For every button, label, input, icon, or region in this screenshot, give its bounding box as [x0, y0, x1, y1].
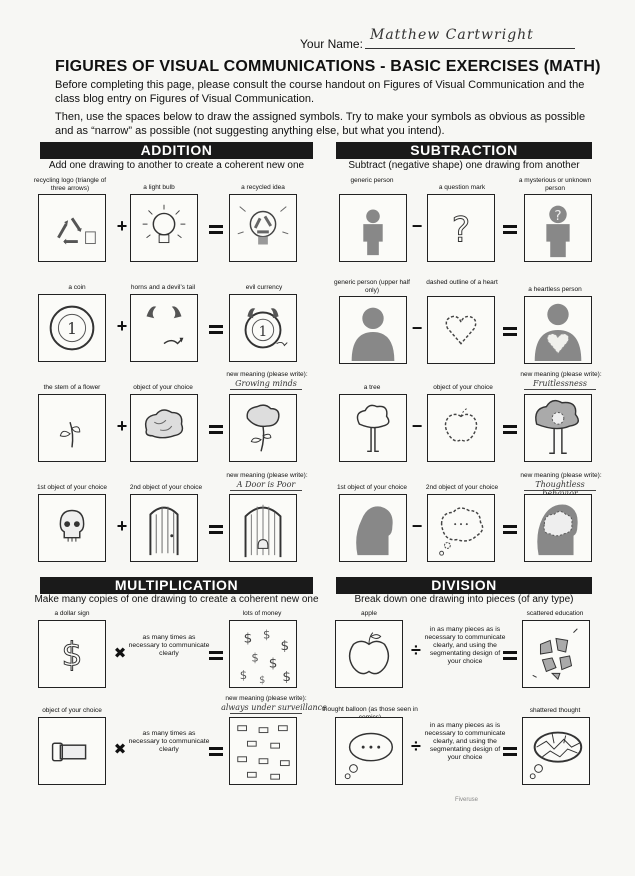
- dashed-heart-drawing: [427, 296, 495, 364]
- light-bulb-drawing: [130, 194, 198, 262]
- div-r1-note: in as many pieces as is necessary to communicate clearly, and using the segmentating design of your choice: [424, 626, 506, 665]
- svg-text:$: $: [243, 630, 253, 647]
- head-silhouette-drawing: [339, 494, 407, 562]
- equals-operator: [503, 744, 517, 759]
- sub-r2-caption-c: a heartless person: [528, 286, 582, 293]
- sub-r3-caption-c: new meaning (please write):: [520, 371, 602, 378]
- division-subtitle: Break down one drawing into pieces (of any type): [354, 594, 574, 605]
- dashed-apple-drawing: [427, 394, 495, 462]
- mult-r2-caption-a: object of your choice: [42, 707, 102, 714]
- recycling-logo-drawing: [38, 194, 106, 262]
- equals-operator: [209, 422, 223, 437]
- svg-text:1: 1: [67, 319, 77, 338]
- equals-operator: [209, 522, 223, 537]
- sub-r4-caption-b: 2nd object of your choice: [425, 484, 499, 491]
- sub-r3-caption-b: object of your choice: [433, 384, 493, 391]
- plus-operator: +: [116, 216, 128, 236]
- camera-drawing: [38, 717, 106, 785]
- add-r1-caption-a: recycling logo (triangle of three arrows): [33, 177, 107, 192]
- multiplication-subtitle: Make many copies of one drawing to create a coherent new one: [34, 594, 319, 605]
- generic-person-drawing: [339, 194, 407, 262]
- equals-operator: [209, 648, 223, 663]
- minus-operator: −: [411, 516, 423, 536]
- upper-half-person-drawing: [339, 296, 407, 364]
- add-r3-caption-c: new meaning (please write):: [226, 371, 308, 378]
- svg-text:$: $: [61, 634, 83, 674]
- svg-text:$: $: [251, 650, 259, 665]
- brain-drawing: [130, 394, 198, 462]
- svg-text:$: $: [263, 627, 271, 642]
- add-r4-caption-a: 1st object of your choice: [36, 484, 108, 491]
- thought-balloon-drawing: [335, 717, 403, 785]
- add-r2-caption-c: evil currency: [245, 284, 283, 291]
- heartless-person-drawing: [524, 296, 592, 364]
- add-r3-writing-line: [230, 389, 302, 390]
- question-mark-drawing: [427, 194, 495, 262]
- svg-text:1: 1: [258, 323, 268, 340]
- sub-r1-caption-a: generic person: [350, 177, 394, 184]
- sub-r3-caption-a: a tree: [363, 384, 381, 391]
- divide-operator: ÷: [411, 736, 421, 756]
- add-r3-caption-a: the stem of a flower: [43, 384, 101, 391]
- addition-header: ADDITION: [40, 142, 313, 159]
- multiplication-header: MULTIPLICATION: [40, 577, 313, 594]
- name-label: Your Name:: [300, 37, 363, 51]
- mult-r1-caption-a: a dollar sign: [54, 610, 90, 617]
- scattered-education-drawing: [522, 620, 590, 688]
- mult-r1-note: as many times as necessary to communicate clearly: [128, 634, 210, 657]
- name-handwritten: Matthew Cartwright: [370, 27, 534, 43]
- page-title: FIGURES OF VISUAL COMMUNICATIONS - BASIC EXERCISES (MATH): [55, 58, 601, 75]
- sub-r4-caption-a: 1st object of your choice: [336, 484, 408, 491]
- minus-operator: −: [411, 416, 423, 436]
- sub-r4-writing-line: [524, 490, 596, 491]
- equals-operator: [209, 322, 223, 337]
- name-line: [365, 48, 575, 49]
- svg-text:$: $: [280, 638, 290, 655]
- equals-operator: [503, 422, 517, 437]
- apple-drawing: [335, 620, 403, 688]
- equals-operator: [503, 648, 517, 663]
- horns-tail-drawing: [130, 294, 198, 362]
- mult-r2-note: as many times as necessary to communicate clearly: [128, 730, 210, 753]
- svg-text:$: $: [259, 675, 266, 687]
- mysterious-person-drawing: [524, 194, 592, 262]
- div-r2-note: in as many pieces as is necessary to communicate clearly, and using the segmentating design of your choice: [424, 722, 506, 761]
- surveillance-drawing: [229, 717, 297, 785]
- footer-mark: Fiveruse: [455, 797, 479, 803]
- sub-r1-caption-c: a mysterious or unknown person: [518, 177, 592, 192]
- svg-text:$: $: [282, 669, 292, 686]
- svg-text:?: ?: [451, 210, 471, 251]
- add-r1-caption-b: a light bulb: [143, 184, 175, 191]
- coin-drawing: [38, 294, 106, 362]
- mult-r2-writing-line: [230, 713, 302, 714]
- add-r2-caption-b: horns and a devil’s tail: [130, 284, 196, 291]
- equals-operator: [503, 522, 517, 537]
- sub-r3-writing-line: [524, 389, 596, 390]
- add-r3-handwritten-meaning: Growing minds: [235, 379, 297, 388]
- equals-operator: [503, 222, 517, 237]
- subtraction-subtitle: Subtract (negative shape) one drawing from another: [348, 160, 580, 171]
- add-r4-caption-b: 2nd object of your choice: [129, 484, 203, 491]
- lots-of-money-drawing: [229, 620, 297, 688]
- mult-r2-handwritten-meaning: always under surveillance: [221, 703, 327, 712]
- times-operator: ✖: [113, 741, 127, 758]
- plus-operator: +: [116, 316, 128, 336]
- div-r2-caption-c: shattered thought: [529, 707, 581, 714]
- subtraction-header: SUBTRACTION: [336, 142, 592, 159]
- sub-r2-caption-a: generic person (upper half only): [334, 279, 410, 294]
- tree-drawing: [339, 394, 407, 462]
- add-r4-writing-line: [230, 490, 302, 491]
- add-r1-caption-c: a recycled idea: [241, 184, 285, 191]
- evil-currency-drawing: [229, 294, 297, 362]
- add-r4-handwritten-meaning: A Door is Poor: [236, 480, 296, 489]
- door-skull-drawing: [229, 494, 297, 562]
- sub-r1-caption-b: a question mark: [438, 184, 486, 191]
- svg-text:$: $: [268, 655, 278, 672]
- minus-operator: −: [411, 216, 423, 236]
- addition-subtitle: Add one drawing to another to create a coherent new one: [48, 160, 305, 171]
- svg-text:?: ?: [554, 208, 562, 225]
- intro-paragraph-2: Then, use the spaces below to draw the assigned symbols. Try to make your symbols as obvious as possible and as “narrow” as possible (not suggesting anything else, but what you intend).: [55, 111, 586, 137]
- div-r1-caption-a: apple: [361, 610, 377, 617]
- division-header: DIVISION: [336, 577, 592, 594]
- div-r1-caption-c: scattered education: [526, 610, 584, 617]
- sub-r2-caption-b: dashed outline of a heart: [426, 279, 498, 286]
- shattered-thought-drawing: [522, 717, 590, 785]
- thoughtless-head-drawing: [524, 494, 592, 562]
- divide-operator: ÷: [411, 640, 421, 660]
- dashed-thought-cloud-drawing: [427, 494, 495, 562]
- sub-r4-handwritten-meaning: Thoughtless: [535, 480, 585, 489]
- add-r3-caption-b: object of your choice: [133, 384, 193, 391]
- sub-r3-handwritten-meaning: Fruitlessness: [533, 379, 587, 388]
- flower-stem-drawing: [38, 394, 106, 462]
- times-operator: ✖: [113, 645, 127, 662]
- equals-operator: [209, 744, 223, 759]
- dollar-sign-drawing: [38, 620, 106, 688]
- equals-operator: [503, 324, 517, 339]
- skull-drawing: [38, 494, 106, 562]
- mult-r2-caption-c: new meaning (please write):: [225, 695, 307, 702]
- svg-text:$: $: [239, 668, 248, 683]
- equals-operator: [209, 222, 223, 237]
- intro-paragraph-1: Before completing this page, please consult the course handout on Figures of Visual Communication and the class blog entry on Figures of Visual Communication.: [55, 79, 585, 105]
- div-r2-caption-a: thought balloon (as those seen in: [322, 706, 418, 713]
- door-drawing: [130, 494, 198, 562]
- plus-operator: +: [116, 416, 128, 436]
- sub-r4-caption-c: new meaning (please write):: [520, 472, 602, 479]
- add-r2-caption-a: a coin: [68, 284, 86, 291]
- mult-r1-caption-c: lots of money: [242, 610, 282, 617]
- plus-operator: +: [116, 516, 128, 536]
- add-r4-caption-c: new meaning (please write):: [226, 472, 308, 479]
- recycled-idea-drawing: [229, 194, 297, 262]
- minus-operator: −: [411, 318, 423, 338]
- fruitless-tree-drawing: [524, 394, 592, 462]
- growing-minds-drawing: [229, 394, 297, 462]
